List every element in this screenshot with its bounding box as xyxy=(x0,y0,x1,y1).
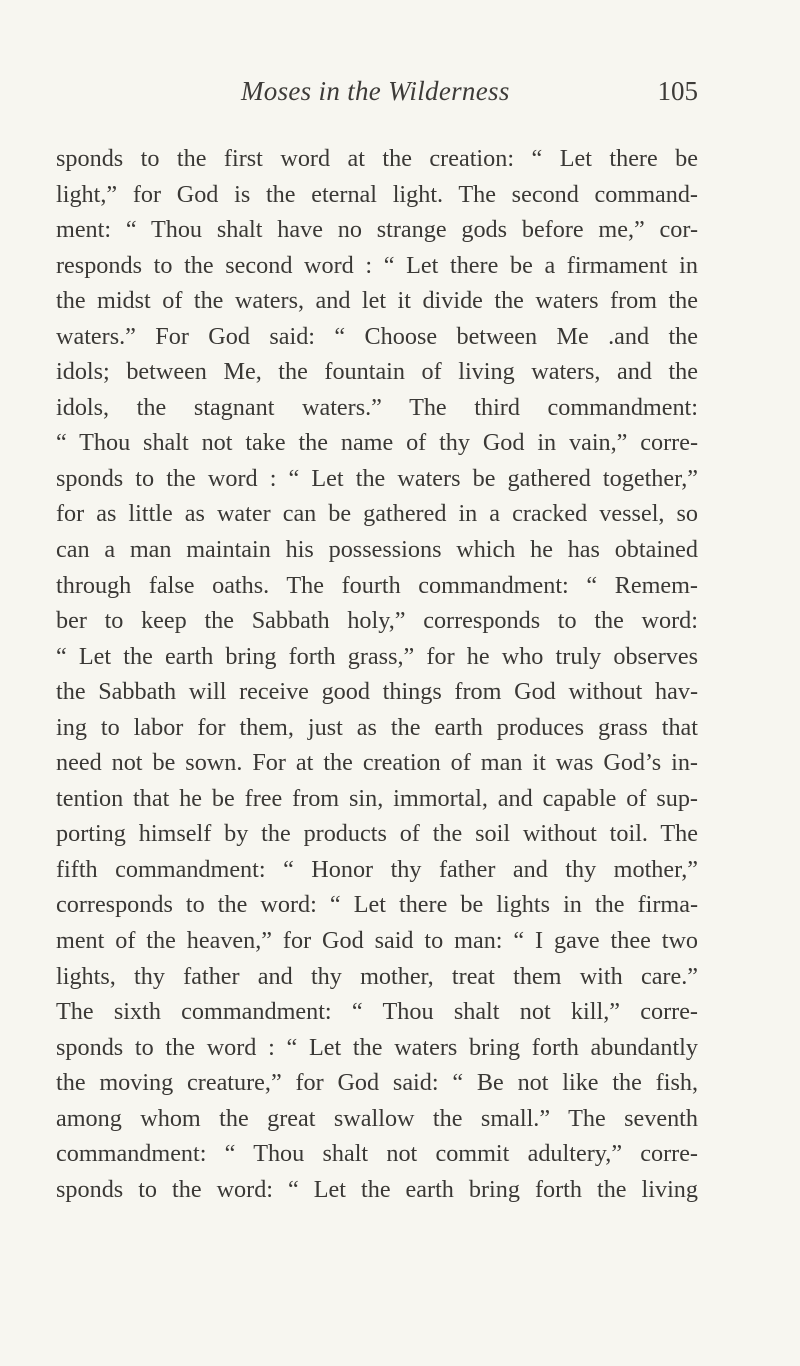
text-line: waters.” For God said: “ Choose between Me .and the xyxy=(56,322,698,350)
text-line: ment: “ Thou shalt have no strange gods before me,” cor- xyxy=(56,216,698,244)
text-line: the Sabbath will receive good things from God without hav- xyxy=(56,678,698,706)
text-line: responds to the second word : “ Let there be a firmament in xyxy=(56,251,698,279)
text-line: “ Thou shalt not take the name of thy God in vain,” corre- xyxy=(56,429,698,457)
text-line: for as little as water can be gathered in a cracked vessel, so xyxy=(56,500,698,528)
text-line: “ Let the earth bring forth grass,” for he who truly observes xyxy=(56,642,698,670)
text-line: fifth commandment: “ Honor thy father and thy mother,” xyxy=(56,855,698,883)
text-line: The sixth commandment: “ Thou shalt not kill,” corre- xyxy=(56,998,698,1026)
text-line: porting himself by the products of the soil without toil. The xyxy=(56,820,698,848)
text-line: idols; between Me, the fountain of living waters, and the xyxy=(56,358,698,386)
text-line: can a man maintain his possessions which he has obtained xyxy=(56,536,698,564)
page-number: 105 xyxy=(657,76,698,106)
text-line: ment of the heaven,” for God said to man: “ I gave thee two xyxy=(56,927,698,955)
text-line: the midst of the waters, and let it divide the waters from the xyxy=(56,287,698,315)
text-line: ber to keep the Sabbath holy,” corresponds to the word: xyxy=(56,607,698,635)
text-line: need not be sown. For at the creation of man it was God’s in- xyxy=(56,749,698,777)
text-line: tention that he be free from sin, immortal, and capable of sup- xyxy=(56,784,698,812)
text-line: among whom the great swallow the small.” The seventh xyxy=(56,1104,698,1132)
text-line: through false oaths. The fourth commandment: “ Remem- xyxy=(56,571,698,599)
text-line: sponds to the word : “ Let the waters bring forth abundantly xyxy=(56,1033,698,1061)
text-line: sponds to the word: “ Let the earth bring forth the living xyxy=(56,1175,698,1203)
text-line: corresponds to the word: “ Let there be lights in the firma- xyxy=(56,891,698,919)
body-text xyxy=(56,141,698,1207)
running-head xyxy=(56,76,698,112)
text-line: commandment: “ Thou shalt not commit adultery,” corre- xyxy=(56,1140,698,1168)
text-line: sponds to the word : “ Let the waters be gathered together,” xyxy=(56,464,698,492)
text-line: ing to labor for them, just as the earth produces grass that xyxy=(56,713,698,741)
running-title: Moses in the Wilderness xyxy=(241,76,510,106)
text-line: idols, the stagnant waters.” The third commandment: xyxy=(56,393,698,421)
text-line: the moving creature,” for God said: “ Be not like the fish, xyxy=(56,1069,698,1097)
text-line: light,” for God is the eternal light. The second command- xyxy=(56,180,698,208)
text-line: lights, thy father and thy mother, treat them with care.” xyxy=(56,962,698,990)
text-line: sponds to the first word at the creation: “ Let there be xyxy=(56,145,698,172)
